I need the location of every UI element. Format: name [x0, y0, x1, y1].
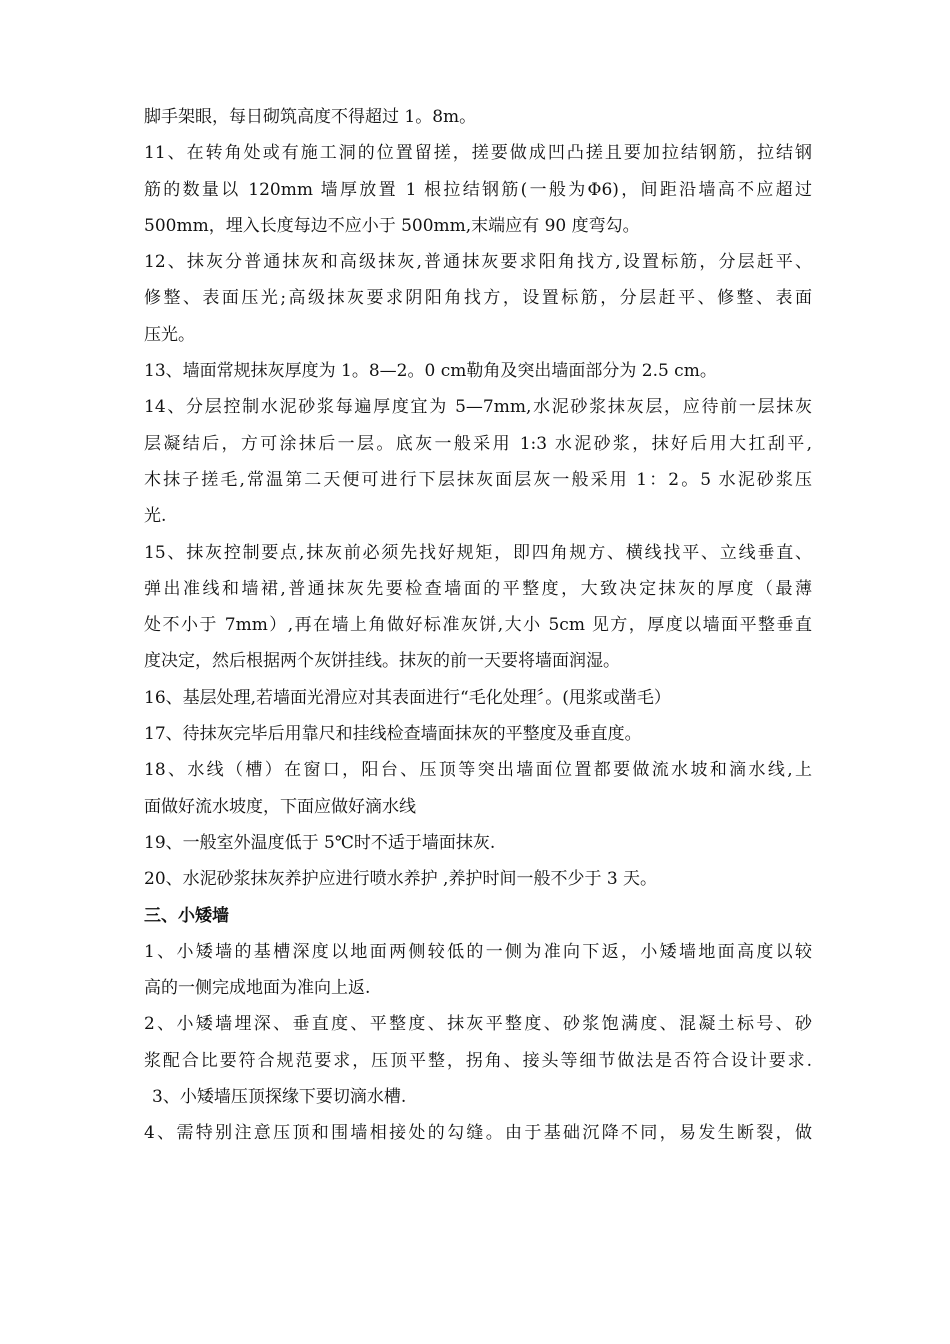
text-line: 3、小矮墙压顶探缘下要切滴水槽.	[152, 1087, 407, 1108]
text-line: 11、在转角处或有施工洞的位置留搓，搓要做成凹凸搓且要加拉结钢筋，拉结钢	[144, 143, 812, 164]
text-line: 18、水线（槽）在窗口，阳台、压顶等突出墙面位置都要做流水坡和滴水线,上	[144, 760, 812, 781]
text-line: 压光。	[144, 324, 195, 345]
text-line: 16、基层处理,若墙面光滑应对其表面进行“毛化处理〞。(甩浆或凿毛）	[144, 687, 671, 708]
text-line: 2、小矮墙埋深、垂直度、平整度、抹灰平整度、砂浆饱满度、混凝土标号、砂	[144, 1014, 812, 1035]
text-line: 处不小于 7mm）,再在墙上角做好标准灰饼,大小 5cm 见方，厚度以墙面平整垂直	[144, 615, 812, 636]
text-line: 14、分层控制水泥砂浆每遍厚度宜为 5—7mm,水泥砂浆抹灰层，应待前一层抹灰	[144, 397, 812, 418]
text-line: 度决定，然后根据两个灰饼挂线。抹灰的前一天要将墙面润湿。	[144, 651, 620, 672]
text-line: 修整、表面压光;高级抹灰要求阴阳角找方，设置标筋，分层赶平、修整、表面	[144, 288, 812, 309]
text-line: 筋的数量以 120mm 墙厚放置 1 根拉结钢筋(一般为Φ6)，间距沿墙高不应超过	[144, 179, 812, 200]
text-line: 20、水泥砂浆抹灰养护应进行喷水养护 ,养护时间一般不少于 3 天。	[144, 869, 658, 890]
text-line: 面做好流水坡度，下面应做好滴水线	[144, 796, 416, 817]
text-line: 19、一般室外温度低于 5℃时不适于墙面抹灰.	[144, 832, 496, 853]
text-line: 高的一侧完成地面为准向上返.	[144, 978, 371, 999]
text-line: 4、需特别注意压顶和围墙相接处的勾缝。由于基础沉降不同，易发生断裂，做	[144, 1123, 812, 1144]
text-line: 木抹子搓毛,常温第二天便可进行下层抹灰面层灰一般采用 1：2。5 水泥砂浆压	[144, 469, 812, 490]
text-line: 光.	[144, 506, 167, 527]
text-line: 13、墙面常规抹灰厚度为 1。8—2。0 cm勒角及突出墙面部分为 2.5 cm。	[144, 361, 717, 382]
text-line: 12、抹灰分普通抹灰和高级抹灰,普通抹灰要求阳角找方,设置标筋，分层赶平、	[144, 252, 812, 273]
text-line: 500mm，埋入长度每边不应小于 500mm,末端应有 90 度弯勾。	[144, 215, 640, 236]
text-line: 15、抹灰控制要点,抹灰前必须先找好规矩，即四角规方、横线找平、立线垂直、	[144, 542, 812, 563]
text-line: 弹出准线和墙裙,普通抹灰先要检查墙面的平整度，大致决定抹灰的厚度（最薄	[144, 578, 812, 599]
text-line: 脚手架眼，每日砌筑高度不得超过 1。8m。	[144, 107, 477, 127]
text-line: 17、待抹灰完毕后用靠尺和挂线检查墙面抹灰的平整度及垂直度。	[144, 724, 642, 745]
text-line: 浆配合比要符合规范要求，压顶平整，拐角、接头等细节做法是否符合设计要求.	[144, 1050, 812, 1071]
text-line: 层凝结后，方可涂抹后一层。底灰一般采用 1:3 水泥砂浆，抹好后用大扛刮平,	[144, 433, 812, 454]
section-heading: 三、小矮墙	[144, 905, 229, 926]
text-line: 1、小矮墙的基槽深度以地面两侧较低的一侧为准向下返，小矮墙地面高度以较	[144, 941, 812, 962]
document-page	[144, 99, 812, 1152]
